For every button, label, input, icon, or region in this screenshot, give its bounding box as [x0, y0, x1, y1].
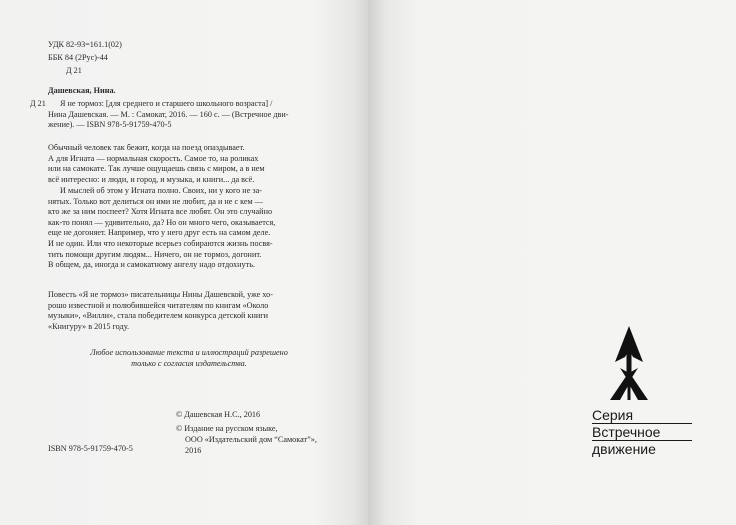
annotation-line: Обычный человек так бежит, когда на поезд опаздывает.: [48, 143, 245, 152]
annotation-line: А для Игната — нормальная скорость. Самое то, на роликах: [48, 153, 259, 163]
author-heading: Дашевская, Нина.: [48, 86, 116, 95]
series-line: Серия: [592, 407, 634, 423]
annotation-line: как-то понял — удивительно, да? Но он много чего, оказывается,: [48, 217, 276, 227]
isbn-footer: ISBN 978-5-91759-470-5: [48, 444, 133, 453]
rights-line: только с согласия издательства.: [131, 358, 247, 368]
rights-notice: [48, 348, 330, 369]
annotation-line: или на самокате. Так лучше ощущаешь связь с миром, а в нем: [48, 164, 265, 174]
arrow-up-down-icon: [608, 326, 650, 400]
bbk-code: ББК 84 (2Рус)-44: [48, 53, 108, 62]
udk-code: УДК 82-93=161.1(02): [48, 40, 122, 49]
annotation-paragraph-3: [48, 290, 273, 332]
annotation-line: И мыслей об этом у Игната полно. Своих, ни у кого не за-: [60, 186, 262, 195]
annotation-line: рошо известной и полюбившейся читателям по книгам «Около: [48, 300, 269, 310]
annotation-line: нятых. Только вот делиться он ими не любит, да и не с кем —: [48, 196, 263, 206]
bib-record: [48, 99, 288, 131]
copyright-publisher: ООО «Издательский дом “Самокат”»,: [185, 435, 317, 444]
rights-line: Любое использование текста и иллюстраций разрешено: [90, 348, 288, 357]
annotation-line: тить помощи другим людям... Ничего, он не тормоз, догонит.: [48, 249, 262, 259]
annotation-line: «Книгуру» в 2015 году.: [48, 321, 130, 331]
annotation-line: И не один. Или что некоторые всерьез собираются жизнь посвя-: [48, 238, 273, 248]
annotation-line: кто же за ним поспеет? Хотя Игната все любят. Он это случайно: [48, 207, 273, 217]
annotation-line: всё интересно: и люди, и город, и музыка, и книги... да всё.: [48, 174, 255, 184]
annotation-line: музыки», «Вилли», стала победителем конкурса детской книги: [48, 311, 268, 321]
annotation-line: еще не догоняет. Например, что у него друг есть на самом деле.: [48, 228, 271, 238]
bib-author-mark: Д 21: [30, 99, 46, 108]
series-label: [592, 407, 692, 457]
series-line: Встречное: [592, 423, 692, 440]
series-line: движение: [592, 440, 692, 457]
bib-line: Нина Дашевская. — М. : Самокат, 2016. — 160 с. — (Встречное дви-: [48, 109, 289, 119]
copyright-year: 2016: [185, 446, 202, 455]
annotation-line: Повесть «Я не тормоз» писательницы Нины Дашевской, уже хо-: [48, 290, 273, 299]
annotation-paragraph-2: [48, 186, 275, 271]
author-mark: Д 21: [66, 66, 82, 75]
copyright-edition: © Издание на русском языке,: [176, 424, 278, 433]
bib-line: Я не тормоз: [для среднего и старшего школьного возраста] /: [60, 99, 273, 108]
copyright-author: © Дашевская Н.С., 2016: [176, 410, 261, 419]
bib-line: жение). — ISBN 978-5-91759-470-5: [48, 120, 172, 130]
annotation-paragraph-1: [48, 143, 265, 185]
annotation-line: В общем, да, иногда и самокатному ангелу надо отдохнуть.: [48, 260, 255, 270]
